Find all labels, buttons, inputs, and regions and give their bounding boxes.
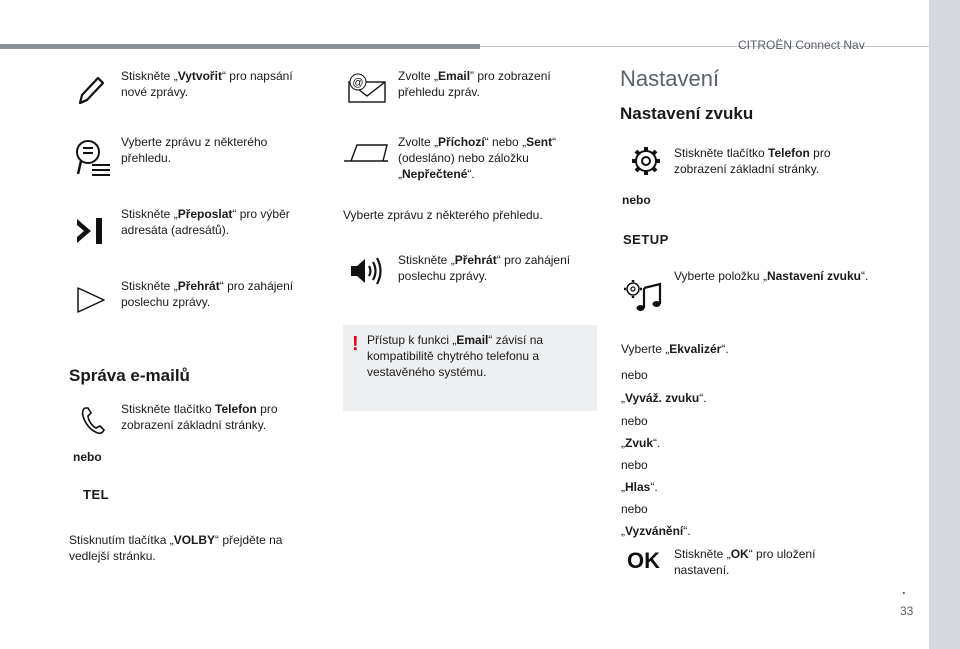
or-label-1: nebo xyxy=(621,368,648,382)
option-balance: „Vyváž. zvuku“. xyxy=(621,391,707,405)
tab-icon xyxy=(343,143,389,163)
sound-settings-heading: Nastavení zvuku xyxy=(620,104,754,123)
settings-nebo-label: nebo xyxy=(622,193,651,207)
select-text: Vyberte zprávu z některého přehledu. xyxy=(343,208,543,222)
settings-phone-text: Stiskněte tlačítko Telefon pro zobrazení základní stránky. xyxy=(674,146,831,176)
note-text: Přístup k funkci „Email“ závisí na kompatibilitě chytrého telefonu a vestavěného systému. xyxy=(367,333,544,379)
phone-icon xyxy=(80,405,106,435)
forward-icon xyxy=(74,215,106,247)
sound-settings-icon xyxy=(622,278,664,312)
play-icon xyxy=(76,286,106,314)
page-number: 33 xyxy=(900,604,914,618)
setup-button-label: SETUP xyxy=(623,232,669,247)
option-sound: „Zvuk“. xyxy=(621,436,661,450)
option-voice: „Hlas“. xyxy=(621,480,658,494)
header-bar xyxy=(0,44,480,49)
message-list-icon xyxy=(74,138,112,178)
create-message-text: Stiskněte „Vytvořit“ pro napsání nové zprávy. xyxy=(121,69,293,99)
brand-title: CITROËN Connect Nav xyxy=(738,38,865,52)
or-label-3: nebo xyxy=(621,458,648,472)
play-message-text: Stiskněte „Přehrát“ pro zahájení poslechu zprávy. xyxy=(398,253,571,283)
email-management-heading: Správa e-mailů xyxy=(69,366,190,385)
nebo-label: nebo xyxy=(73,450,102,464)
forward-text: Stiskněte „Přeposlat“ pro výběr adresáta (adresátů). xyxy=(121,207,290,237)
select-message-text: Vyberte zprávu z některého přehledu. xyxy=(121,135,268,165)
ok-text: Stiskněte „OK“ pro uložení nastavení. xyxy=(674,547,816,577)
email-text: Zvolte „Email” pro zobrazení přehledu zpráv. xyxy=(398,69,551,99)
play-text: Stiskněte „Přehrát“ pro zahájení poslechu zprávy. xyxy=(121,279,294,309)
email-icon xyxy=(345,70,389,106)
ok-button-label: OK xyxy=(627,548,660,573)
or-label-2: nebo xyxy=(621,414,648,428)
equalizer-text: Vyberte „Ekvalizér“. xyxy=(621,342,729,356)
incoming-text: Zvolte „Příchozí“ nebo „Sent“ (odesláno) nebo záložku „Nepřečtené“. xyxy=(398,135,557,181)
page-sidebar xyxy=(929,0,960,649)
tel-button-label: TEL xyxy=(83,487,110,502)
gear-icon xyxy=(631,146,661,176)
or-label-4: nebo xyxy=(621,502,648,516)
warning-icon: ! xyxy=(352,333,359,355)
volby-text: Stisknutím tlačítka „VOLBY“ přejděte na vedlejší stránku. xyxy=(69,533,283,563)
svg-text:@: @ xyxy=(352,77,364,89)
sound-settings-text: Vyberte položku „Nastavení zvuku“. xyxy=(674,269,869,283)
option-ringtone: „Vyzvánění“. xyxy=(621,524,691,538)
speaker-icon xyxy=(349,255,385,287)
phone-text: Stiskněte tlačítko Telefon pro zobrazení základní stránky. xyxy=(121,402,278,432)
pencil-icon xyxy=(74,73,106,107)
settings-title: Nastavení xyxy=(620,66,720,91)
page-bullet: . xyxy=(902,582,906,597)
